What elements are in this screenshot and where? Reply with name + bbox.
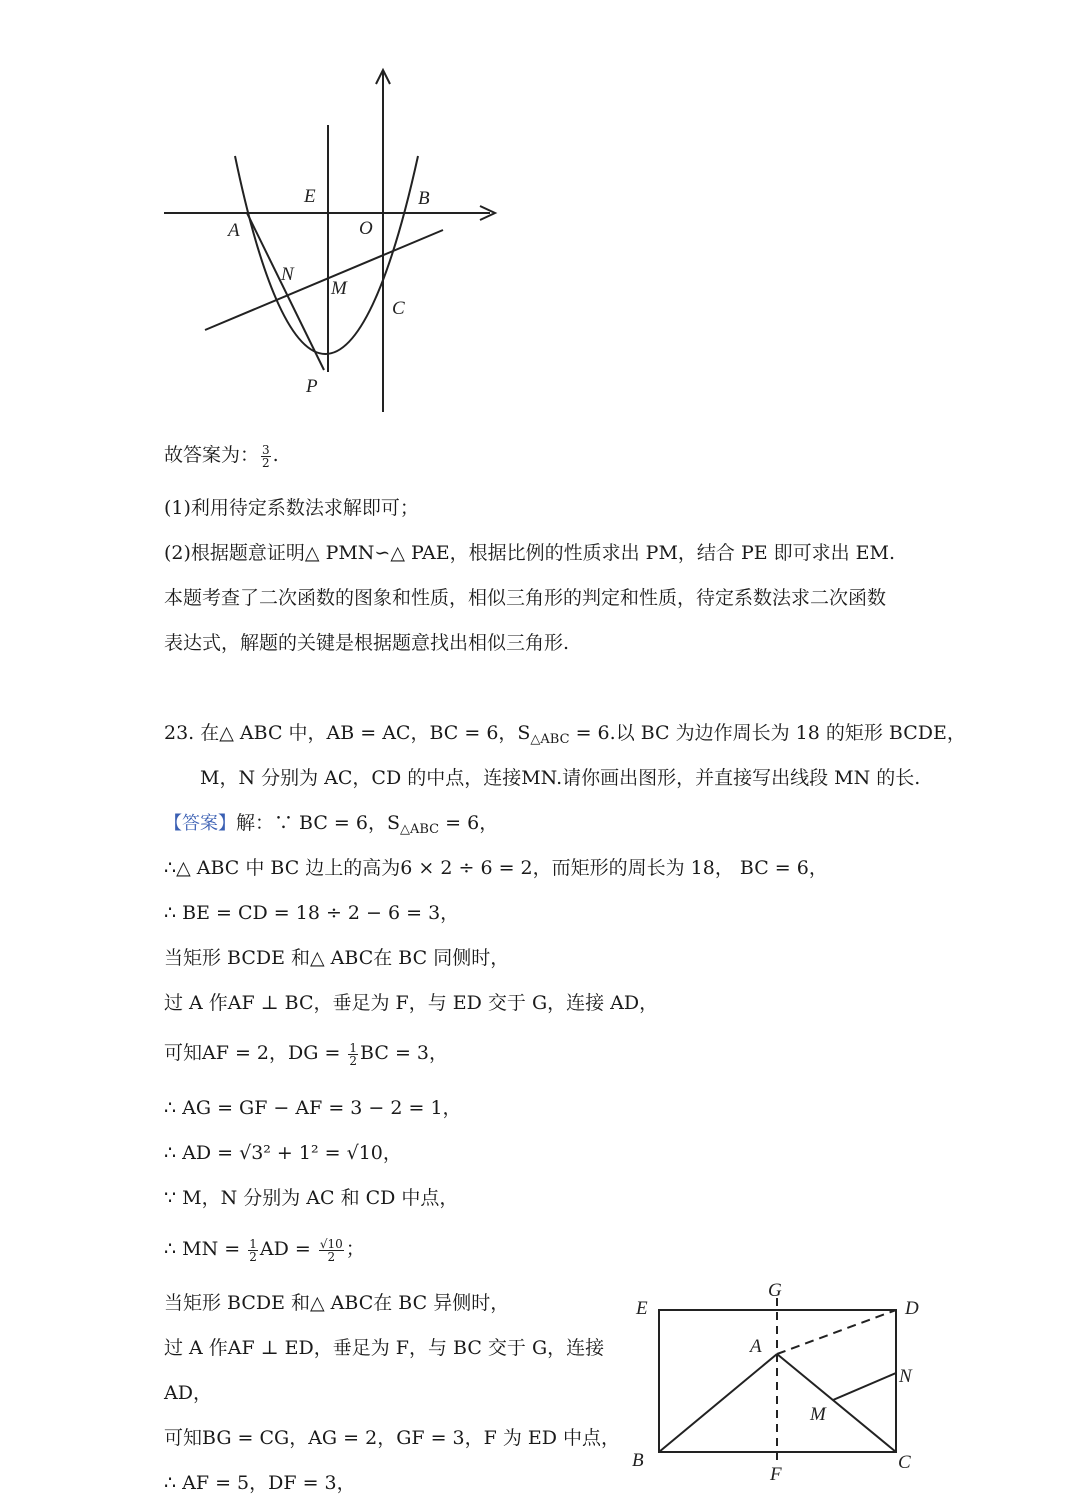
answer-line-3: ∴ BE = CD = 18 ÷ 2 − 6 = 3，	[164, 902, 460, 924]
fraction-one-half: $\frac{1}{2}$	[349, 1040, 358, 1068]
label-a: A	[228, 220, 240, 241]
label-e: E	[636, 1298, 648, 1319]
line-ad-dashed	[777, 1310, 896, 1354]
label-o: O	[359, 218, 373, 239]
answer-line: 故答案为： $\frac{3}{2}$ .	[164, 442, 279, 470]
answer-line-8: ∴ AD = √3² + 1² = √10，	[164, 1142, 402, 1164]
rectangle-figure	[620, 1272, 940, 1487]
label-c: C	[392, 298, 405, 319]
answer-line-11: 当矩形 BCDE 和△ ABC在 BC 异侧时，	[164, 1292, 510, 1314]
label-n: N	[281, 264, 294, 285]
answer-line-5: 过 A 作AF ⊥ BC，垂足为 F，与 ED 交于 G，连接 AD，	[164, 992, 659, 1014]
line-ap	[247, 213, 324, 370]
line-mn	[205, 230, 443, 330]
answer-line-15: ∴ AF = 5，DF = 3，	[164, 1472, 356, 1494]
answer-line-7: ∴ AG = GF − AF = 3 − 2 = 1，	[164, 1097, 462, 1119]
label-n: N	[899, 1366, 912, 1387]
label-g: G	[768, 1280, 782, 1301]
label-c: C	[898, 1452, 911, 1473]
parabola-curve	[235, 156, 418, 354]
line-ba	[659, 1354, 777, 1452]
answer-line-4: 当矩形 BCDE 和△ ABC在 BC 同侧时，	[164, 947, 510, 969]
question-23-line-2: M，N 分别为 AC，CD 的中点，连接MN.请你画出图形，并直接写出线段 MN 的长.	[200, 767, 921, 789]
answer-line-2: ∴△ ABC 中 BC 边上的高为6 × 2 ÷ 6 = 2，而矩形的周长为 18， BC = 6，	[164, 857, 828, 879]
label-b: B	[418, 188, 430, 209]
line-ac	[777, 1354, 896, 1452]
label-a: A	[750, 1336, 762, 1357]
note-line-3: 本题考查了二次函数的图象和性质，相似三角形的判定和性质，待定系数法求二次函数	[164, 587, 887, 609]
parabola-figure	[150, 60, 520, 420]
answer-line-10: ∴ MN = $\frac{1}{2}$ AD = $\frac{√10}{2}$ ；	[164, 1236, 365, 1264]
fraction-root-ten-half: $\frac{√10}{2}$	[319, 1236, 343, 1264]
label-m: M	[331, 278, 347, 299]
label-e: E	[304, 186, 316, 207]
answer-line-9: ∵ M，N 分别为 AC 和 CD 中点，	[164, 1187, 459, 1209]
label-d: D	[905, 1298, 919, 1319]
answer-line-13: AD，	[164, 1382, 212, 1404]
fraction-three-halves: $\frac{3}{2}$	[262, 442, 270, 470]
answer-tag: 【答案】	[164, 813, 236, 834]
label-p: P	[306, 376, 318, 397]
answer-line-12: 过 A 作AF ⊥ ED，垂足为 F，与 BC 交于 G，连接	[164, 1337, 605, 1359]
label-m: M	[810, 1404, 826, 1425]
note-line-4: 表达式，解题的关键是根据题意找出相似三角形.	[164, 632, 570, 654]
label-f: F	[770, 1464, 782, 1485]
fraction-one-half: $\frac{1}{2}$	[249, 1236, 257, 1264]
note-line-2: (2)根据题意证明△ PMN∽△ PAE，根据比例的性质求出 PM，结合 PE 即可求出 EM.	[164, 542, 896, 564]
note-line-1: (1)利用待定系数法求解即可；	[164, 497, 419, 519]
answer-line-1: 【答案】解：∵ BC = 6，$S_{\triangle ABC} = 6$，	[164, 812, 499, 837]
answer-line-14: 可知BG = CG，AG = 2，GF = 3，F 为 ED 中点，	[164, 1427, 621, 1449]
answer-line-6: 可知AF = 2，DG = $\frac{1}{2}$ BC = 3，	[164, 1040, 448, 1068]
label-b: B	[632, 1450, 644, 1471]
question-23-line-1: 23. 在△ ABC 中，AB = AC，BC = 6，$S_{\triangle ABC} = 6$.以 BC 为边作周长为 18 的矩形 BCDE，	[164, 722, 966, 747]
line-mn	[833, 1373, 896, 1400]
